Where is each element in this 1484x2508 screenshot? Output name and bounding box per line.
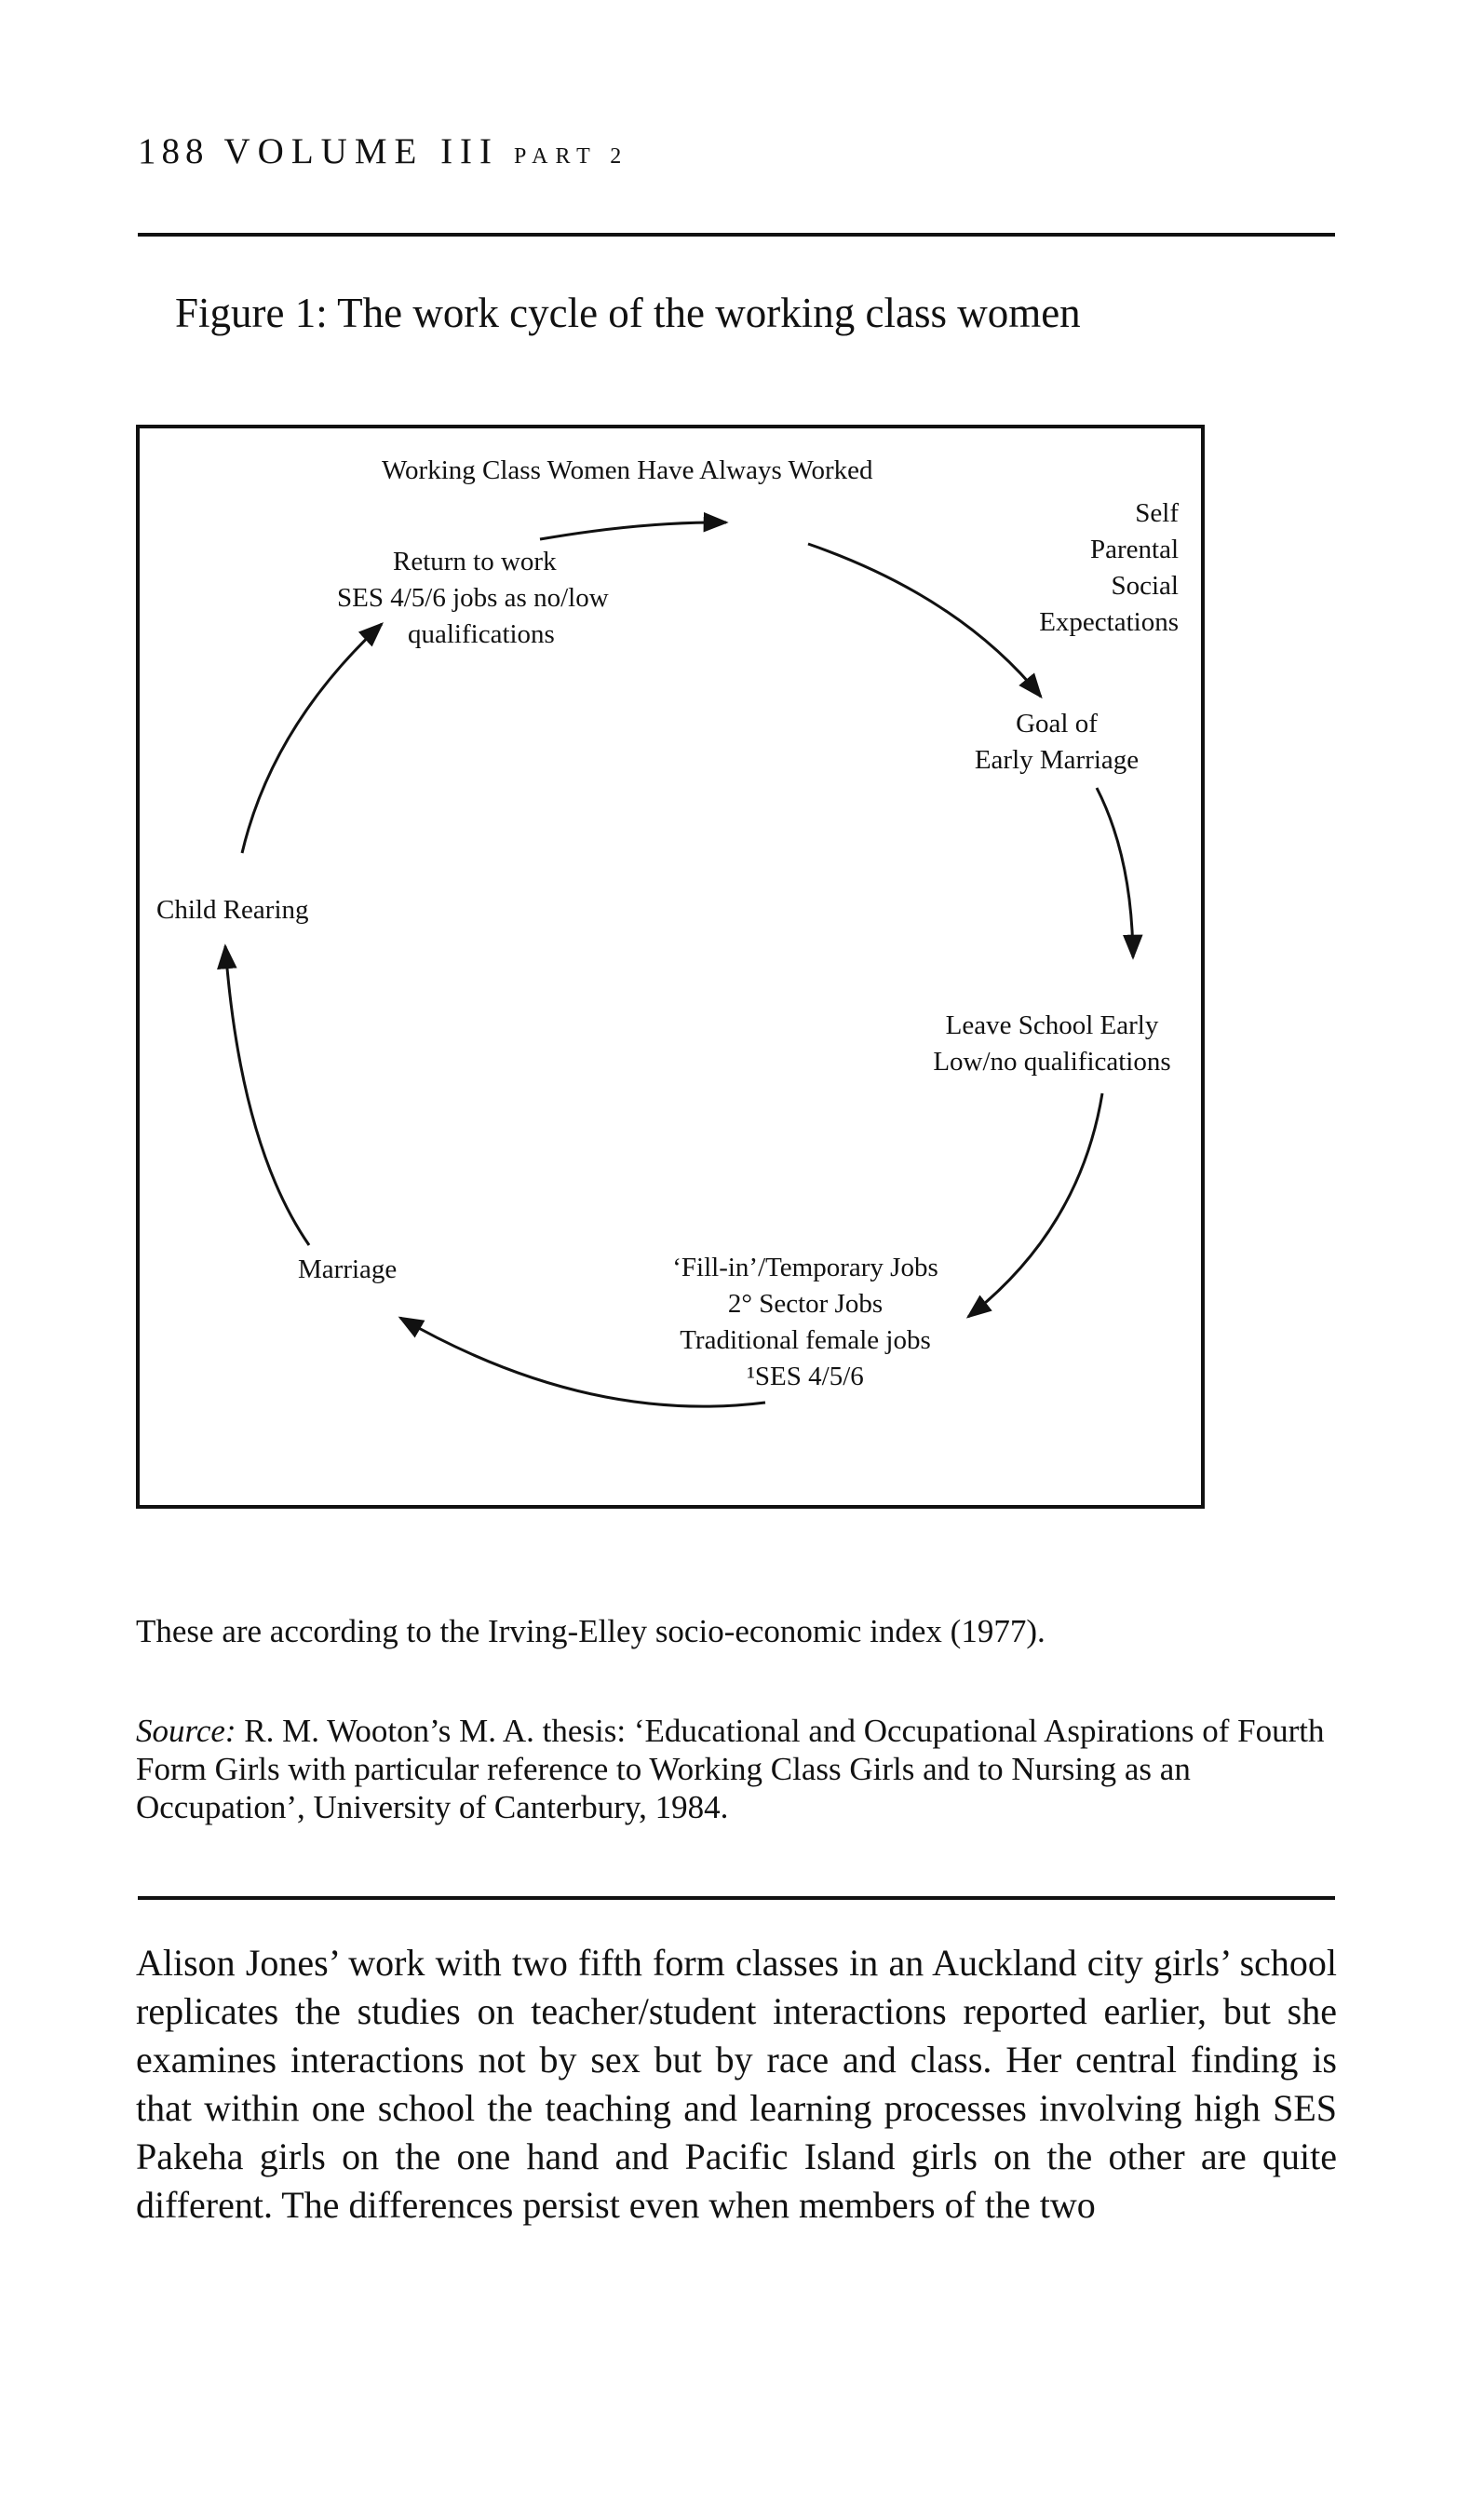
- node-expectations: Self Parental Social Expectations: [1039, 498, 1179, 637]
- node-goal-early-marriage: Goal of Early Marriage: [974, 709, 1140, 775]
- page-number: 188: [138, 131, 209, 171]
- header-rule: [138, 233, 1335, 237]
- volume-label: VOLUME III: [223, 131, 500, 171]
- node-leave-school: Leave School Early Low/no qualifications: [933, 1010, 1171, 1077]
- arrow-title-top: [540, 522, 726, 539]
- figure-footnote: These are according to the Irving-Elley socio-economic index (1977).: [136, 1613, 1046, 1649]
- figure-end-rule: [138, 1896, 1335, 1900]
- node-child-rearing: Child Rearing: [156, 895, 309, 925]
- figure-source: [136, 1712, 1346, 1826]
- node-marriage: Marriage: [298, 1254, 398, 1284]
- part-label: PART 2: [514, 144, 629, 169]
- figure-caption: Figure 1: The work cycle of the working class women: [175, 290, 1081, 336]
- arrow-to-child-rearing: [225, 946, 309, 1245]
- arrow-to-goal: [808, 544, 1041, 697]
- arrow-to-jobs: [968, 1093, 1102, 1317]
- running-header: [138, 130, 628, 172]
- arrow-to-leave-school: [1097, 788, 1133, 957]
- figure-title: Working Class Women Have Always Worked: [382, 455, 873, 485]
- source-text: R. M. Wooton’s M. A. thesis: ‘Educational and Occupational Aspirations of Fourth Form Girls with particular reference to Working Class Girls and to Nursing as an Occupation’, University of Canterbury, 1984.: [136, 1713, 1325, 1825]
- work-cycle-figure: [136, 425, 1205, 1509]
- arrow-to-return-work: [242, 624, 382, 853]
- body-paragraph: Alison Jones’ work with two fifth form classes in an Auckland city girls’ school replicates the studies on teacher/student interactions reported earlier, but she examines interactions not by sex but by race and class. Her central finding is that within one school the teaching and learning processes involving high SES Pakeha girls on the one hand and Pacific Island girls on the other are quite different. The differences persist even when members of the two: [136, 1942, 1337, 2226]
- node-jobs: ‘Fill-in’/Temporary Jobs 2° Sector Jobs Traditional female jobs ¹SES 4/5/6: [672, 1253, 938, 1391]
- node-return-to-work: Return to work SES 4/5/6 jobs as no/low qualifications: [337, 547, 609, 649]
- source-label: Source:: [136, 1713, 236, 1749]
